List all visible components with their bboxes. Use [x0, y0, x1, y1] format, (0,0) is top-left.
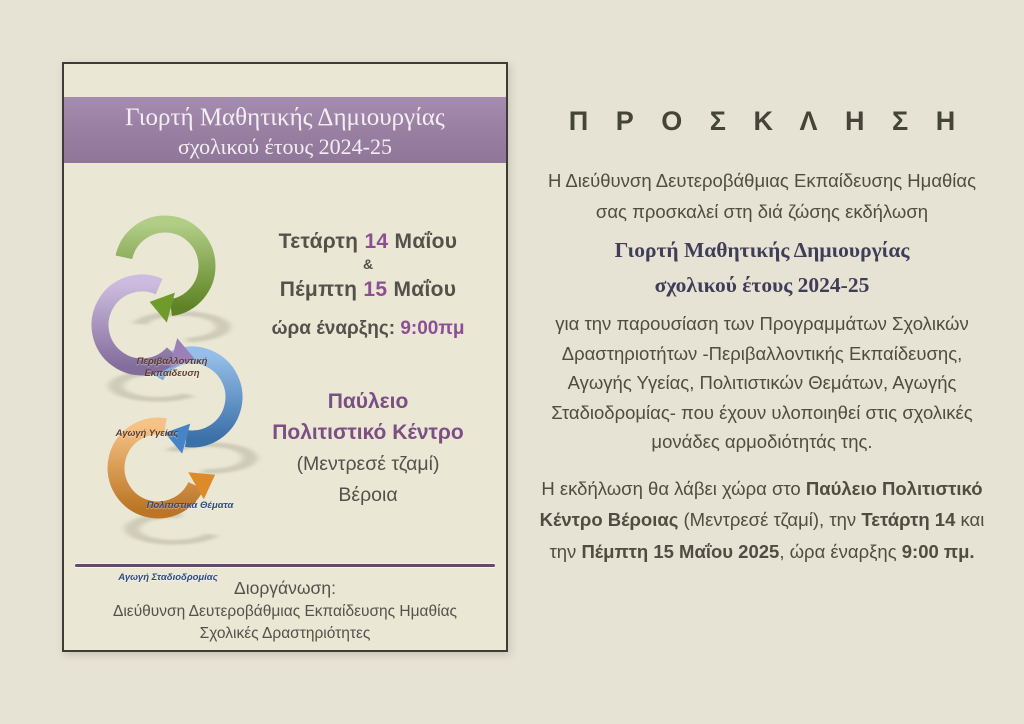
poster-details-column [242, 64, 494, 650]
start-time: ώρα έναρξης: 9:00πμ [271, 318, 465, 339]
event-date-1: Τετάρτη 14 Μαΐου [278, 230, 458, 253]
organizer-heading: Διοργάνωση: [234, 578, 336, 598]
spiral-label-environmental-education: Περιβαλλοντική Εκπαίδευση [136, 356, 208, 379]
event-heading [532, 233, 992, 303]
event-heading-line1: Γιορτή Μαθητικής Δημιουργίας [614, 238, 910, 262]
invitation-panel [532, 96, 992, 567]
venue-city: Βέροια [338, 484, 398, 506]
venue-name-line2: Πολιτιστικό Κέντρο [272, 421, 464, 444]
invitation-title: Π Ρ Ο Σ Κ Λ Η Σ Η [568, 106, 966, 136]
invitation-closing: Η εκδήλωση θα λάβει χώρα στο Παύλειο Πολιτιστικό Κέντρο Βέροιας (Μεντρεσέ τζαμί), την Τετάρτη 14 και την Πέμπτη 15 Μαΐου 2025, ώρα έναρξης 9:00 πμ. [539, 477, 985, 562]
organizer-block [64, 576, 506, 645]
divider-line [75, 564, 495, 567]
spiral-label-cultural-topics: Πολιτιστικά Θέματα [146, 500, 234, 511]
intro-line1: Η Διεύθυνση Δευτεροβάθμιας Εκπαίδευσης Ημαθίας [547, 170, 977, 191]
event-heading-line2: σχολικού έτους 2024-25 [654, 273, 870, 297]
poster-title-line1: Γιορτή Μαθητικής Δημιουργίας [125, 104, 445, 131]
invitation-intro [532, 165, 992, 227]
invitation-body: για την παρουσίαση των Προγραμμάτων Σχολικών Δραστηριοτήτων -Περιβαλλοντικής Εκπαίδευσης, Αγωγής Υγείας, Πολιτιστικών Θεμάτων, Αγωγής Σταδιοδρομίας- που έχουν υλοποιηθεί στις σχολικές μονάδες αρμοδιότητάς της. [551, 313, 973, 452]
ampersand: & [362, 256, 374, 272]
organizer-line1: Διεύθυνση Δευτεροβάθμιας Εκπαίδευσης Ημαθίας [112, 603, 457, 620]
spiral-label-career-guidance: Αγωγή Σταδιοδρομίας [118, 572, 218, 583]
spiral-reflection-3 [132, 515, 212, 542]
poster-card [62, 62, 508, 652]
intro-line2: σας προσκαλεί στη διά ζώσης εκδήλωση [595, 201, 929, 222]
spiral-reflection-0 [140, 313, 223, 340]
venue-name-line1: Παύλειο [327, 390, 409, 413]
organizer-line2: Σχολικές Δραστηριότητες [199, 625, 371, 642]
event-date-2: Πέμπτη 15 Μαΐου [279, 278, 457, 301]
spiral-label-health-education: Αγωγή Υγείας [115, 428, 179, 439]
spiral-arrow-0 [124, 224, 207, 323]
poster-title-line2: σχολικού έτους 2024-25 [178, 134, 392, 159]
venue-detail: (Μεντρεσέ τζαμί) [296, 453, 440, 475]
